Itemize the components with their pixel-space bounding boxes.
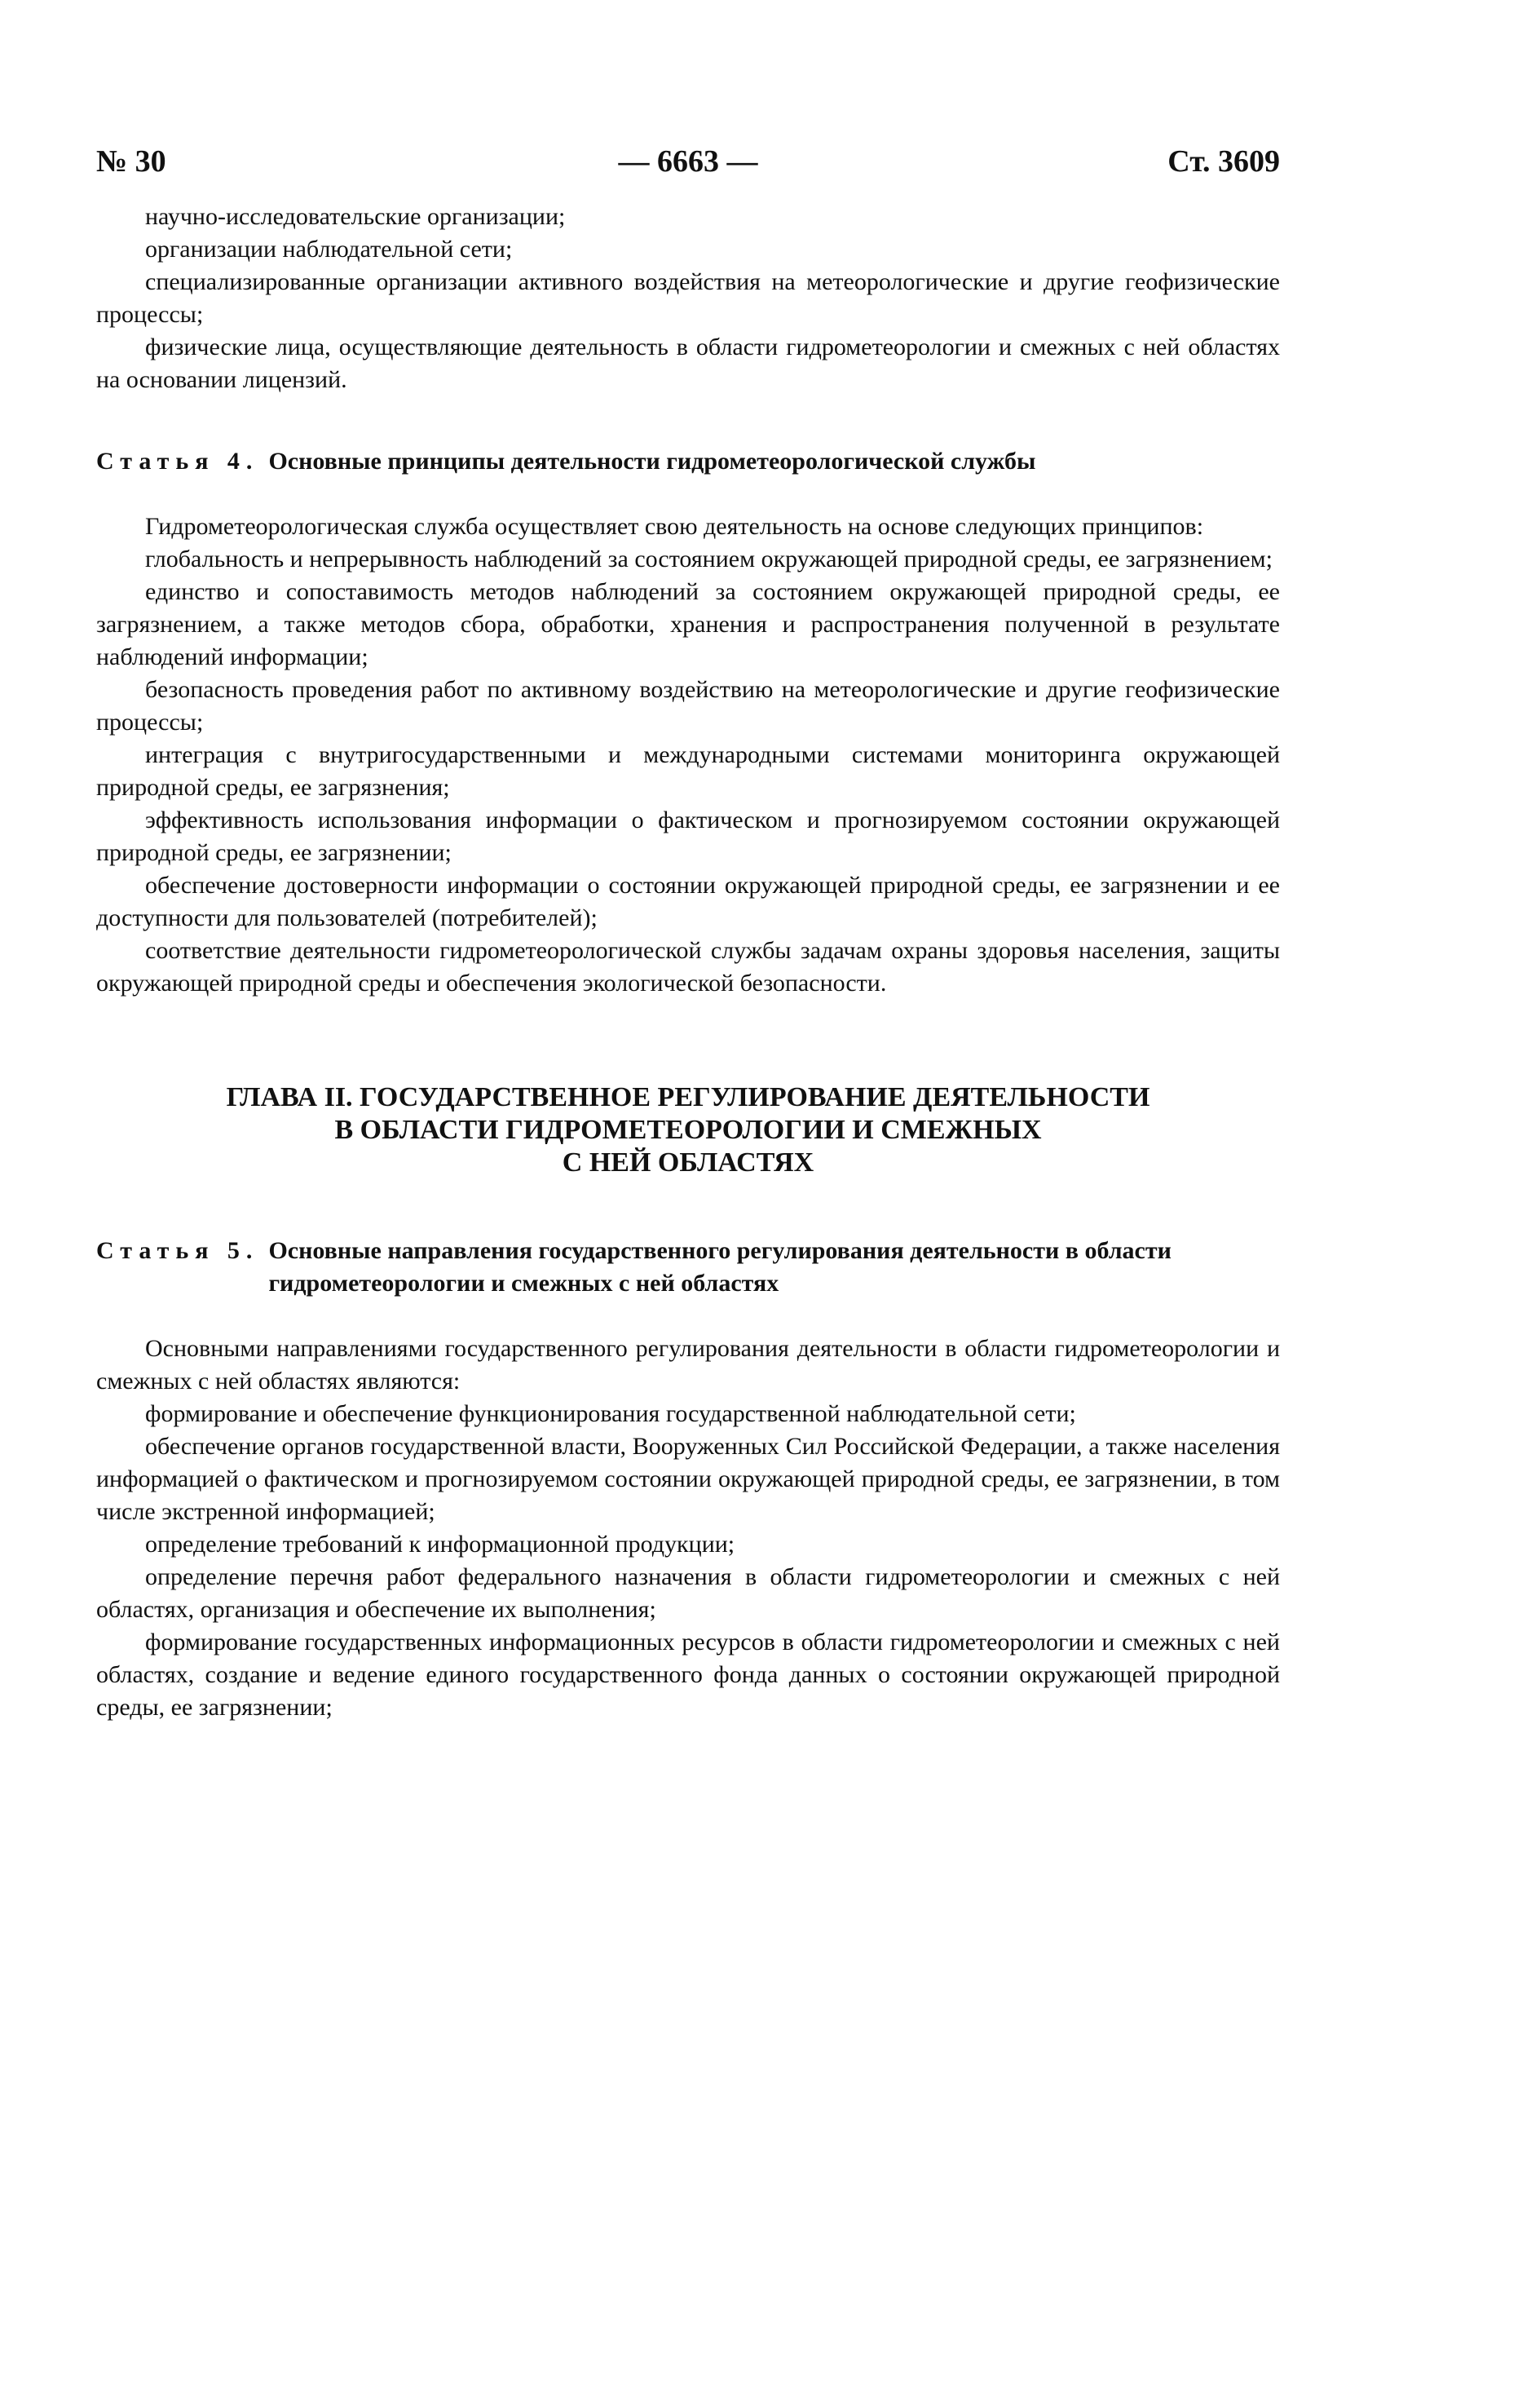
- article-5-heading: [96, 1235, 1280, 1300]
- paragraph: глобальность и непрерывность наблюдений за состоянием окружающей природной среды, ее загрязнением;: [145, 546, 1273, 572]
- chapter-line: В ОБЛАСТИ ГИДРОМЕТЕОРОЛОГИИ И СМЕЖНЫХ: [334, 1115, 1042, 1145]
- list-item: физические лица, осуществляющие деятельность в области гидрометеорологии и смежных с ней областях на основании лицензий.: [96, 334, 1280, 393]
- paragraph: определение перечня работ федерального назначения в области гидрометеорологии и смежных с ней областях, организация и обеспечение их выполнения;: [96, 1563, 1280, 1623]
- paragraph: безопасность проведения работ по активному воздействию на метеорологические и другие геофизические процессы;: [96, 676, 1280, 736]
- paragraph: интеграция с внутригосударственными и международными системами мониторинга окружающей природной среды, ее загрязнения;: [96, 741, 1280, 801]
- page-header: [96, 122, 1280, 179]
- list-item: специализированные организации активного воздействия на метеорологические и другие геофизические процессы;: [96, 268, 1280, 328]
- chapter-line: ГЛАВА II. ГОСУДАРСТВЕННОЕ РЕГУЛИРОВАНИЕ ДЕЯТЕЛЬНОСТИ: [226, 1082, 1150, 1112]
- paragraph: Основными направлениями государственного регулирования деятельности в области гидрометеорологии и смежных с ней областях являются:: [96, 1335, 1280, 1395]
- page-number: — 6663 —: [618, 144, 758, 179]
- paragraph: определение требований к информационной продукции;: [145, 1531, 735, 1558]
- paragraph: эффективность использования информации о фактическом и прогнозируемом состоянии окружающей природной среды, ее загрязнении;: [96, 807, 1280, 866]
- list-item: научно-исследовательские организации;: [145, 203, 566, 230]
- paragraph: обеспечение достоверности информации о состоянии окружающей природной среды, ее загрязнении и ее доступности для пользователей (потребителей);: [96, 872, 1280, 931]
- paragraph: соответствие деятельности гидрометеорологической службы задачам охраны здоровья населения, защиты окружающей природной среды и обеспечения экологической безопасности.: [96, 937, 1280, 997]
- article-5-body: [96, 1333, 1280, 1724]
- paragraph: обеспечение органов государственной власти, Вооруженных Сил Российской Федерации, а также населения информацией о фактическом и прогнозируемом состоянии окружающей природной среды, ее загрязнении, в том числе экстренной информацией;: [96, 1433, 1280, 1525]
- issue-number: № 30: [96, 144, 166, 179]
- article-reference: Ст. 3609: [1167, 144, 1280, 179]
- document-page: [96, 122, 1280, 1724]
- paragraph: формирование государственных информационных ресурсов в области гидрометеорологии и смежных с ней областях, создание и ведение единого государственного фонда данных о состоянии окружающей природной среды, ее загрязнении;: [96, 1629, 1280, 1721]
- chapter-line: С НЕЙ ОБЛАСТЯХ: [562, 1147, 814, 1178]
- paragraph: Гидрометеорологическая служба осуществляет свою деятельность на основе следующих принципов:: [145, 513, 1204, 540]
- intro-list: [96, 201, 1280, 396]
- list-item: организации наблюдательной сети;: [145, 236, 513, 263]
- paragraph: единство и сопоставимость методов наблюдений за состоянием окружающей природной среды, ее загрязнением, а также методов сбора, обработки, хранения и распространения полученной в результате наблюдений информации;: [96, 578, 1280, 670]
- chapter-heading: [96, 1081, 1280, 1179]
- article-4-body: [96, 511, 1280, 1000]
- article-label: Статья 4.: [96, 448, 259, 475]
- article-title: Основные направления государственного регулирования деятельности в области гидрометеорологии и смежных с ней областях: [268, 1237, 1172, 1297]
- article-title: Основные принципы деятельности гидрометеорологической службы: [268, 448, 1036, 475]
- paragraph: формирование и обеспечение функционирования государственной наблюдательной сети;: [145, 1400, 1076, 1427]
- article-4-heading: [96, 445, 1280, 478]
- article-label: Статья 5.: [96, 1237, 259, 1264]
